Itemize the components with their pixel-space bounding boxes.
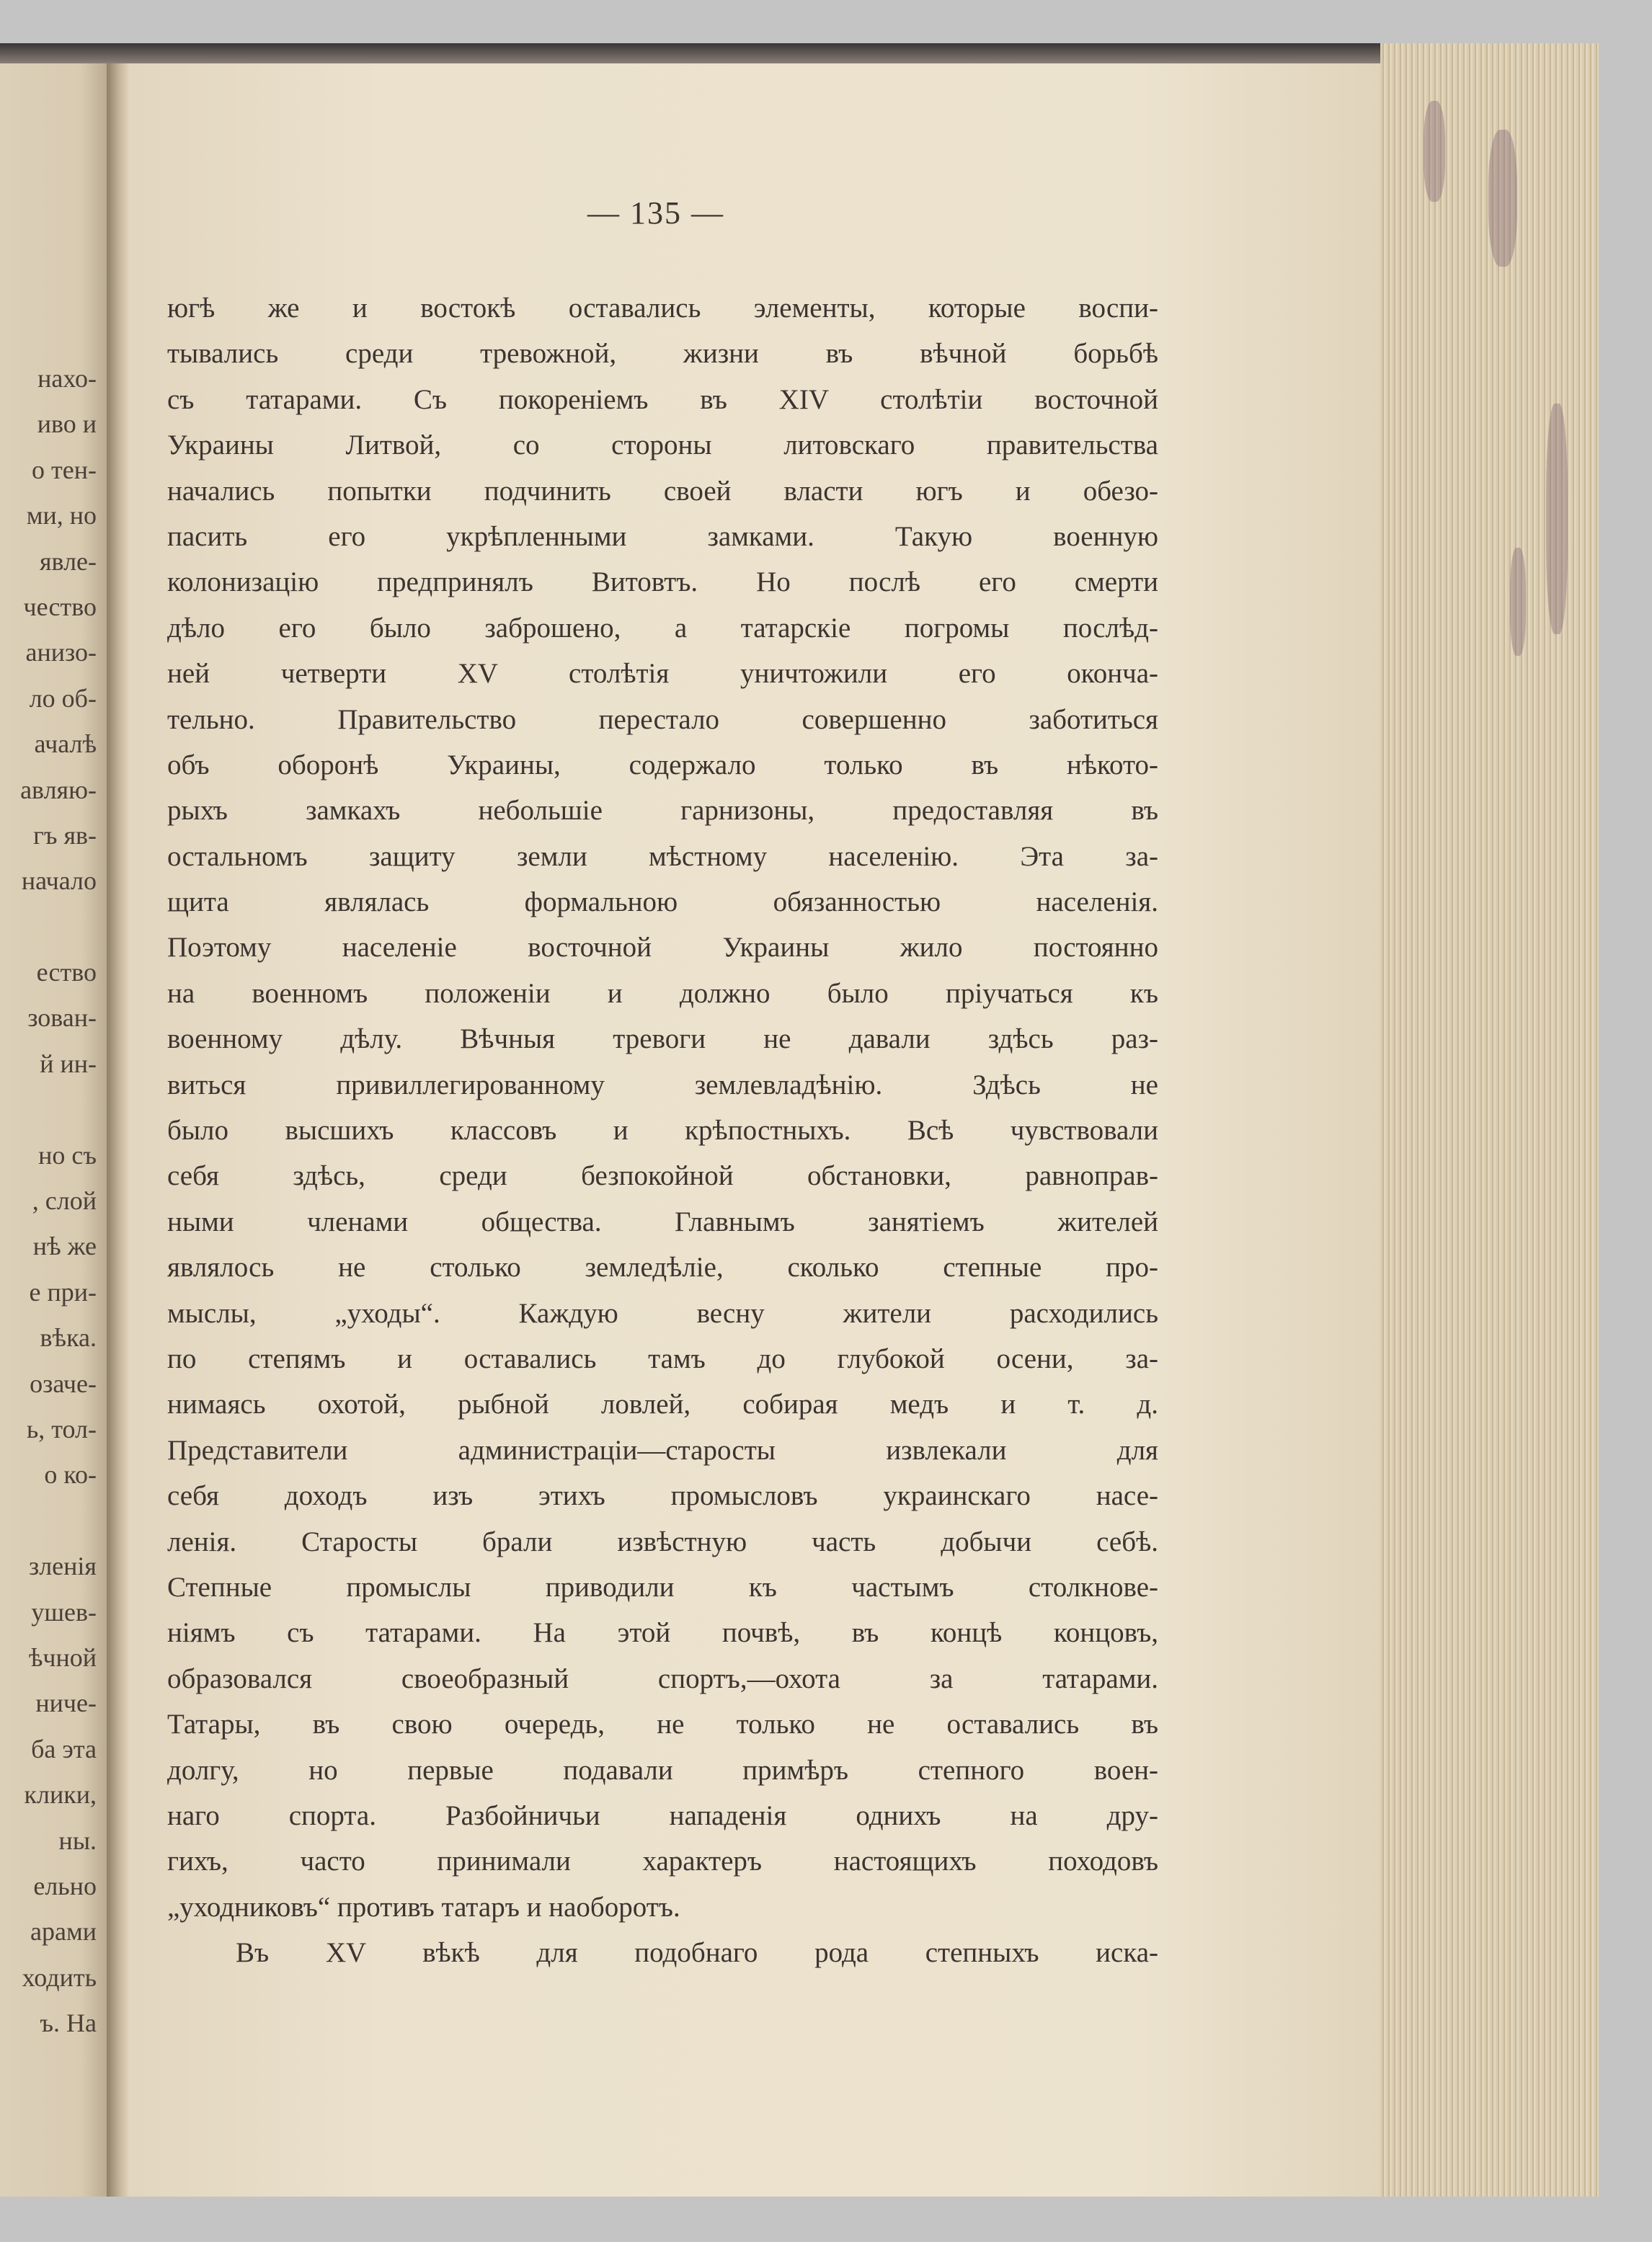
text-line: ленія. Старосты брали извѣстную часть добычи себѣ.	[167, 1526, 1158, 1557]
text-line: „уходниковъ“ противъ татаръ и наоборотъ.	[167, 1891, 680, 1923]
text-line: ніямъ съ татарами. На этой почвѣ, въ концѣ концовъ,	[167, 1617, 1158, 1649]
left-page-fragment: , слой	[32, 1186, 97, 1216]
text-line: военному дѣлу. Вѣчныя тревоги не давали здѣсь раз-	[167, 1023, 1158, 1055]
text-line: нимаясь охотой, рыбной ловлей, собирая медъ и т. д.	[167, 1389, 1158, 1420]
left-page-fragment: ь, тол-	[26, 1414, 97, 1443]
text-line: являлось не столько земледѣліе, сколько степные про-	[167, 1252, 1158, 1284]
left-page-fragment: но съ	[38, 1140, 97, 1170]
left-page-fragment: арами	[30, 1917, 97, 1947]
text-line: югѣ же и востокѣ оставались элементы, которые воспи-	[167, 293, 1158, 324]
left-page-fragment	[0, 1498, 97, 1544]
left-page-fragment	[0, 904, 97, 950]
text-line: Татары, въ свою очередь, не только не оставались въ	[167, 1709, 1158, 1740]
page-number: — 135 —	[587, 195, 724, 231]
left-page-fragment: иво и	[37, 409, 97, 439]
text-line: виться привиллегированному землевладѣнію. Здѣсь не	[167, 1069, 1158, 1100]
body-text	[167, 285, 1158, 1975]
left-page-fragment: е при-	[29, 1277, 97, 1307]
text-line: наго спорта. Разбойничьи нападенія однихъ на дру-	[167, 1800, 1158, 1831]
left-page-fragment: о ко-	[44, 1460, 97, 1490]
text-line: себя здѣсь, среди безпокойной обстановки, равноправ-	[167, 1160, 1158, 1192]
left-page-fragment: ушев-	[31, 1597, 97, 1627]
text-line: Представители администраціи—старосты извлекали для	[167, 1434, 1158, 1466]
left-page-text-fragments	[0, 356, 97, 2046]
page-edges	[1380, 43, 1599, 2197]
left-page-fragment: о тен-	[32, 455, 97, 484]
text-line: объ оборонѣ Украины, содержало только въ нѣкото-	[167, 749, 1158, 780]
text-line: Поэтому населеніе восточной Украины жило постоянно	[167, 932, 1158, 964]
left-page-fragment: ество	[36, 958, 97, 987]
text-line: съ татарами. Съ покореніемъ въ XIV столѣтіи восточной	[167, 383, 1158, 415]
left-page-fragment: анизо-	[25, 638, 97, 667]
left-page-fragment: ачалѣ	[34, 729, 97, 759]
left-page-fragment: ны.	[58, 1825, 97, 1855]
left-page-fragment: гъ яв-	[33, 820, 97, 850]
text-line: тельно. Правительство перестало совершенно заботиться	[167, 703, 1158, 735]
text-line: гихъ, часто принимали характеръ настоящихъ походовъ	[167, 1846, 1158, 1877]
left-page-fragment: й ин-	[40, 1049, 97, 1078]
text-line: на военномъ положеніи и должно было пріучаться къ	[167, 977, 1158, 1009]
text-line: по степямъ и оставались тамъ до глубокой осени, за-	[167, 1343, 1158, 1374]
left-page-fragment: нахо-	[37, 364, 97, 393]
text-line: Въ XV вѣкѣ для подобнаго рода степныхъ иска-	[236, 1937, 1158, 1969]
left-page-fragment: вѣка.	[40, 1323, 97, 1353]
left-page-fragment: ъ. На	[40, 2009, 97, 2038]
left-page-fragment: клики,	[24, 1780, 97, 1810]
left-page-fragment: озаче-	[30, 1369, 97, 1398]
text-line: Украины Литвой, со стороны литовскаго правительства	[167, 430, 1158, 461]
left-page-fragment: ѣчной	[28, 1642, 97, 1672]
left-page-fragment: явле-	[39, 546, 97, 576]
left-page	[0, 63, 108, 2197]
text-line: долгу, но первые подавали примѣръ степного воен-	[167, 1754, 1158, 1786]
text-line: ней четверти XV столѣтія уничтожили его оконча-	[167, 658, 1158, 690]
left-page-fragment: ба эта	[31, 1734, 97, 1763]
left-page-fragment: ми, но	[26, 501, 97, 530]
text-line: было высшихъ классовъ и крѣпостныхъ. Всѣ чувствовали	[167, 1115, 1158, 1147]
left-page-fragment: начало	[21, 866, 97, 896]
left-page-fragment: чество	[23, 592, 97, 621]
text-line: колонизацію предпринялъ Витовтъ. Но послѣ его смерти	[167, 566, 1158, 598]
text-line: себя доходъ изъ этихъ промысловъ украинскаго насе-	[167, 1480, 1158, 1512]
text-line: образовался своеобразный спортъ,—охота за татарами.	[167, 1663, 1158, 1694]
text-line: начались попытки подчинить своей власти югъ и обезо-	[167, 475, 1158, 507]
left-page-fragment	[0, 1087, 97, 1132]
scan-margin-bottom	[0, 2197, 1652, 2242]
left-page-fragment: ельно	[33, 1871, 97, 1900]
text-line: ными членами общества. Главнымъ занятіемъ жителей	[167, 1206, 1158, 1237]
text-line: рыхъ замкахъ небольшіе гарнизоны, предоставляя въ	[167, 795, 1158, 827]
scan-margin-right	[1599, 43, 1652, 2197]
text-line: дѣло его было заброшено, а татарскіе погромы послѣд-	[167, 612, 1158, 644]
text-line: тывались среди тревожной, жизни въ вѣчной борьбѣ	[167, 338, 1158, 370]
text-line: Степные промыслы приводили къ частымъ столкнове-	[167, 1571, 1158, 1603]
book-gutter	[107, 63, 130, 2197]
text-line: пасить его укрѣпленными замками. Такую военную	[167, 520, 1158, 552]
left-page-fragment: авляю-	[20, 775, 97, 804]
left-page-fragment: ходить	[22, 1962, 97, 1992]
text-line: мыслы, „уходы“. Каждую весну жители расходились	[167, 1297, 1158, 1329]
left-page-fragment: нѣ же	[32, 1232, 97, 1261]
left-page-fragment: зленія	[29, 1552, 97, 1581]
left-page-fragment: зован-	[27, 1003, 97, 1033]
book-top-edge	[0, 43, 1391, 63]
left-page-fragment: ло об-	[29, 683, 97, 713]
left-page-fragment: ниче-	[35, 1689, 97, 1718]
text-line: щита являлась формальною обязанностью населенія.	[167, 886, 1158, 918]
text-line: остальномъ защиту земли мѣстному населенію. Эта за-	[167, 840, 1158, 872]
